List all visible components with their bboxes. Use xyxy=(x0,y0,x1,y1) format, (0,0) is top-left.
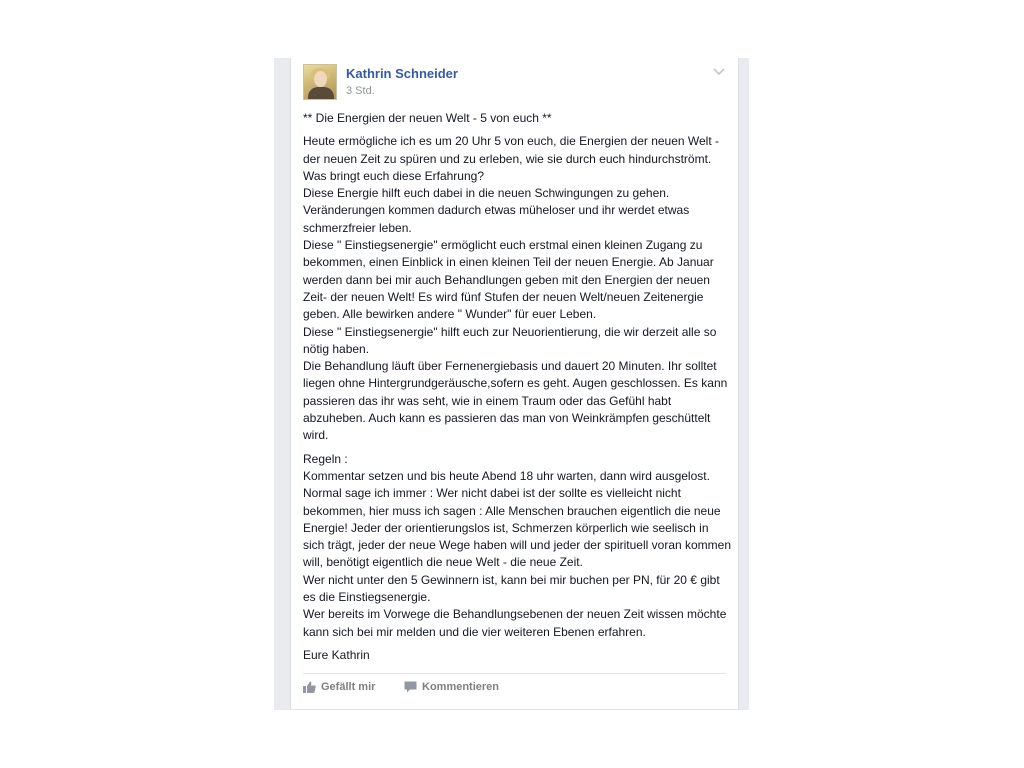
comment-label: Kommentieren xyxy=(422,681,500,693)
author-name-link[interactable]: Kathrin Schneider xyxy=(346,66,458,81)
thumbs-up-icon xyxy=(303,681,316,693)
avatar[interactable] xyxy=(303,64,337,100)
post-rules-paragraph: Regeln : Kommentar setzen und bis heute Abend 18 uhr warten, dann wird ausgelost. Normal sage ich immer : Wer nicht dabei ist der sollte es vielleicht nicht bekommen, hier muss ich sagen : Alle Menschen brauchen eigentlich die neue Energie! Jeder der orientierungslos ist, Schmerzen körperlich wie seelisch in sich trägt, jeder der neue Wege haben will und jeder der spirituell voran kommen will, benötigt eigentlich die neue Welt - die neue Zeit. Wer nicht unter den 5 Gewinnern ist, kann bei mir buchen per PN, für 20 € gibt es die Einstiegsenergie. Wer bereits im Vorwege die Behandlungsebenen der neuen Zeit wissen möchte kann sich bei mir melden und die vier weiteren Ebenen erfahren. xyxy=(303,451,732,639)
post-text xyxy=(303,110,731,670)
post-bottom-divider xyxy=(291,709,738,710)
post-card xyxy=(290,58,739,710)
like-label: Gefällt mir xyxy=(321,681,376,693)
comment-button[interactable] xyxy=(404,681,499,693)
post-actions-bar xyxy=(303,673,726,702)
avatar-body xyxy=(308,87,334,100)
avatar-face xyxy=(314,71,327,87)
chevron-down-icon[interactable] xyxy=(712,64,726,78)
post-signature: Eure Kathrin xyxy=(303,647,370,662)
like-button[interactable] xyxy=(303,681,375,693)
post-paragraph: Heute ermögliche ich es um 20 Uhr 5 von euch, die Energien der neuen Welt - der neuen Zeit zu spüren und zu erleben, wie sie durch euch hindurchströmt. Was bringt euch diese Erfahrung? Diese Energie hilft euch dabei in die neuen Schwingungen zu gehen. Veränderungen kommen dadurch etwas müheloser und ihr werdet etwas schmerzfreier leben. Diese " Einstiegsenergie" ermöglicht euch erstmal einen kleinen Zugang zu bekommen, einen Einblick in einen kleinen Teil der neuen Energie. Ab Januar werden dann bei mir auch Behandlungen geben mit den Energien der neuen Zeit- der neuen Welt! Es wird fünf Stufen der neuen Welt/neuen Zeitenergie geben. Alle bewirken andere " Wunder" für euer Leben. Diese " Einstiegsenergie" hilft euch zur Neuorientierung, die wir derzeit alle so nötig haben. Die Behandlung läuft über Fernenergiebasis und dauert 20 Minuten. Ihr solltet liegen ohne Hintergrundgeräusche,sofern es geht. Augen geschlossen. Es kann passieren das ihr was seht, wie in einem Traum oder das Gefühl habt abzuheben. Auch kann es passieren das man von Weinkrämpfen geschüttelt wird. xyxy=(303,134,728,443)
post-header xyxy=(303,64,726,104)
post-title: ** Die Energien der neuen Welt - 5 von euch ** xyxy=(303,111,552,125)
post-timestamp[interactable]: 3 Std. xyxy=(346,85,375,97)
speech-bubble-icon xyxy=(404,681,417,693)
